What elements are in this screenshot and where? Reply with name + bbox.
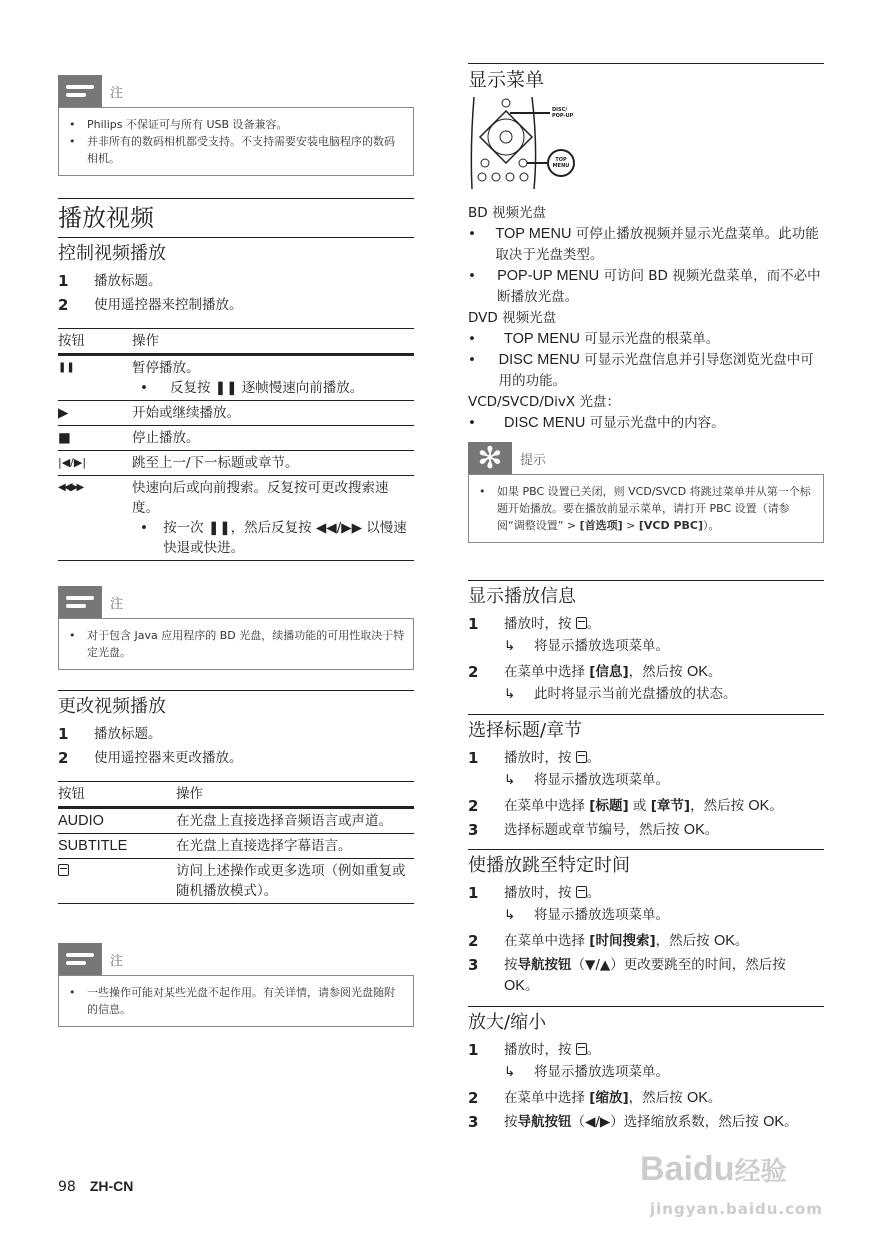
note-icon bbox=[58, 586, 102, 618]
step-text: 使用遥控器来控制播放。 bbox=[94, 297, 243, 313]
table-row bbox=[58, 859, 414, 904]
table-row bbox=[58, 451, 414, 476]
step-text: 在菜单中选择 bbox=[504, 798, 590, 814]
step-text: 。 bbox=[524, 978, 539, 994]
dvd-heading: DVD 视频光盘 bbox=[468, 310, 557, 326]
option-name: [信息] bbox=[589, 664, 629, 680]
tip-text-bold: [首选项] bbox=[579, 519, 623, 532]
step-text: 播放时，按 bbox=[504, 885, 576, 901]
op-text: 在光盘上直接选择字幕语言。 bbox=[176, 838, 352, 854]
step-text: ，然后按 bbox=[628, 1090, 687, 1106]
option-name: [章节] bbox=[650, 798, 691, 814]
btn-subtitle: SUBTITLE bbox=[58, 838, 128, 854]
step-text: 播放标题。 bbox=[94, 726, 162, 742]
ok-key: OK bbox=[686, 664, 708, 680]
step-text: ，然后按 bbox=[628, 664, 687, 680]
section-title: 显示菜单 bbox=[468, 63, 824, 93]
table-row: ❚❚ 暂停播放。 • 反复按 ❚❚ 逐帧慢速向前播放。 bbox=[58, 355, 414, 401]
ok-key: OK bbox=[763, 1114, 785, 1130]
ok-key: OK bbox=[686, 1090, 708, 1106]
asterisk-icon: ✻ bbox=[468, 442, 512, 474]
options-menu-icon bbox=[576, 1043, 587, 1055]
op-text: 暂停播放。 bbox=[132, 360, 200, 376]
step-text: ，然后按 bbox=[655, 933, 714, 949]
step-text: 按 bbox=[504, 1114, 518, 1130]
step-text: 播放时，按 bbox=[504, 750, 576, 766]
options-menu-icon bbox=[576, 751, 587, 763]
btn-audio: AUDIO bbox=[58, 813, 104, 829]
step-text: 在菜单中选择 bbox=[504, 933, 590, 949]
prev-next-icon: |◀/▶| bbox=[58, 456, 87, 469]
control-table bbox=[58, 328, 414, 561]
term: POP-UP MENU bbox=[497, 268, 600, 284]
step-text: （◀/▶）选择缩放系数，然后按 bbox=[571, 1114, 764, 1130]
nav-buttons-label: 导航按钮 bbox=[517, 1114, 572, 1130]
section-time-search: 使播放跳至特定时间 1 播放时，按 。 ↳ 将显示播放选项菜单。 2 在菜单中选择 [时间搜索]，然后按 OK。 3 按导航按钮（▼/▲）更改要跳至的时间，然后按 OK。 bbox=[468, 849, 824, 1000]
option-name: [时间搜索] bbox=[589, 933, 656, 949]
option-name: [缩放] bbox=[589, 1090, 629, 1106]
step-text: 播放时，按 bbox=[504, 616, 576, 632]
op-sub: 反复按 ❚❚ 逐帧慢速向前播放。 bbox=[170, 380, 364, 396]
step-text: 。 bbox=[769, 798, 783, 814]
op-text: 在光盘上直接选择音频语言或声道。 bbox=[176, 813, 392, 829]
op-text: 访问上述操作或更多选项（例如重复或随机播放模式）。 bbox=[176, 863, 406, 899]
ok-key: OK bbox=[713, 933, 735, 949]
note-text: 对于包含 Java 应用程序的 BD 光盘，续播功能的可用性取决于特定光盘。 bbox=[87, 629, 405, 659]
term: DISC MENU bbox=[504, 415, 586, 431]
result-text: 将显示播放选项菜单。 bbox=[534, 1064, 669, 1080]
step-text: 选择标题或章节编号，然后按 bbox=[504, 822, 684, 838]
options-menu-icon bbox=[576, 617, 587, 629]
section-title: 更改视频播放 bbox=[58, 690, 414, 720]
col-header: 操作 bbox=[176, 786, 203, 802]
options-menu-icon bbox=[58, 864, 69, 876]
tip-text-bold: [VCD PBC] bbox=[638, 519, 704, 532]
step-text: 使用遥控器来更改播放。 bbox=[94, 750, 243, 766]
option-name: [标题] bbox=[589, 798, 629, 814]
result-arrow-icon: ↳ bbox=[504, 907, 516, 923]
rewind-forward-icon: ◀◀/▶▶ bbox=[58, 482, 83, 493]
result-text: 将显示播放选项菜单。 bbox=[534, 638, 669, 654]
ok-key: OK bbox=[748, 798, 770, 814]
section-title: 使播放跳至特定时间 bbox=[468, 849, 824, 879]
result-text: 将显示播放选项菜单。 bbox=[534, 907, 669, 923]
term: DISC MENU bbox=[498, 352, 580, 368]
section-zoom: 放大/缩小 1 播放时，按 。 ↳ 将显示播放选项菜单。 2 在菜单中选择 [缩放]，然后按 OK。 3 按导航按钮（◀/▶）选择缩放系数，然后按 OK。 bbox=[468, 1006, 824, 1136]
step-text: 按 bbox=[504, 957, 518, 973]
note-label: 注 bbox=[110, 596, 124, 612]
table-row bbox=[58, 401, 414, 426]
result-arrow-icon: ↳ bbox=[504, 772, 516, 788]
section-title: 放大/缩小 bbox=[468, 1006, 824, 1036]
step-text: 。 bbox=[707, 664, 722, 680]
term: TOP MENU bbox=[504, 331, 581, 347]
tip-text: 如果 PBC 设置已关闭，则 VCD/SVCD 将跳过菜单并从第一个标题开始播放。要在播放前显示菜单，请打开 PBC 设置（请参阅“调整设置” > bbox=[497, 485, 811, 532]
step-text: 播放标题。 bbox=[94, 273, 162, 289]
options-menu-icon bbox=[576, 886, 587, 898]
note-icon bbox=[58, 943, 102, 975]
step-text: 。 bbox=[784, 1114, 798, 1130]
step-text: 。 bbox=[586, 1042, 601, 1058]
ok-key: OK bbox=[683, 822, 705, 838]
watermark-url: jingyan.baidu.com bbox=[650, 1200, 823, 1218]
op-text: 停止播放。 bbox=[132, 430, 200, 446]
result-arrow-icon: ↳ bbox=[504, 686, 516, 702]
desc: 可显示光盘信息并引导您浏览光盘中可用的功能。 bbox=[498, 352, 814, 389]
desc: 可访问 BD 视频光盘菜单，而不必中断播放光盘。 bbox=[497, 268, 821, 305]
page-number: 98 bbox=[58, 1179, 76, 1195]
note-discs: 注 • 一些操作可能对某些光盘不起作用。有关详情，请参阅光盘随附的信息。 bbox=[58, 943, 414, 1027]
remote-illustration bbox=[468, 97, 824, 189]
table-row bbox=[58, 426, 414, 451]
tip-label: 提示 bbox=[520, 452, 547, 468]
pause-icon: ❚❚ bbox=[58, 362, 75, 373]
result-text: 此时将显示当前光盘播放的状态。 bbox=[534, 686, 737, 702]
play-icon: ▶ bbox=[58, 405, 69, 421]
note-java: 注 • 对于包含 Java 应用程序的 BD 光盘，续播功能的可用性取决于特定光盘。 bbox=[58, 586, 414, 670]
table-row bbox=[58, 834, 414, 859]
language-code: ZH-CN bbox=[89, 1178, 134, 1194]
section-playback-info: 显示播放信息 1 播放时，按 。 ↳ 将显示播放选项菜单。 2 在菜单中选择 [信息]，然后按 OK。 ↳ 此时将显示当前光盘播放的状态。 bbox=[468, 580, 824, 710]
table-row: ◀◀/▶▶ 快速向后或向前搜索。反复按可更改搜索速度。 • 按一次 ❚❚，然后反复按 ◀◀/▶▶ 以慢速快退或快进。 bbox=[58, 476, 414, 561]
change-table bbox=[58, 781, 414, 904]
step-text: 在菜单中选择 bbox=[504, 1090, 590, 1106]
ok-key: OK bbox=[504, 978, 525, 994]
op-text: 快速向后或向前搜索。反复按可更改搜索速度。 bbox=[132, 480, 389, 516]
note-label: 注 bbox=[110, 85, 124, 101]
section-control-playback: 控制视频播放 1 播放标题。 2 使用遥控器来控制播放。 按钮 操作 ❚❚ 暂停播放。 • 反复按 ❚❚ 逐帧慢速向前播放。 ▶ 开始或继续播放。 ■ 停止播放。 |◀/▶| 跳至上一/下一标题或章节。 ◀◀/▶▶ 快速向后或向前搜索。反复按可更改搜索速度。 • 按一次 ❚❚，然后反复按 ◀◀/▶▶ 以慢速快退或快进。 bbox=[58, 237, 414, 561]
step-text: 。 bbox=[586, 750, 601, 766]
desc: 可显示光盘中的内容。 bbox=[585, 415, 725, 431]
chapter-title: 播放视频 bbox=[58, 198, 414, 233]
op-sub: 按一次 ❚❚，然后反复按 ◀◀/▶▶ 以慢速快退或快进。 bbox=[163, 520, 407, 556]
tip-text: ）。 bbox=[703, 519, 720, 532]
tip-text: > bbox=[622, 519, 639, 532]
result-arrow-icon: ↳ bbox=[504, 1064, 516, 1080]
step-text: 在菜单中选择 bbox=[504, 664, 590, 680]
watermark-logo: Baidu经验 bbox=[640, 1150, 787, 1188]
section-title: 控制视频播放 bbox=[58, 237, 414, 267]
step-text: 。 bbox=[734, 933, 749, 949]
op-text: 开始或继续播放。 bbox=[132, 405, 240, 421]
table-row bbox=[58, 808, 414, 834]
section-select-title: 选择标题/章节 1 播放时，按 。 ↳ 将显示播放选项菜单。 2 在菜单中选择 [标题] 或 [章节]，然后按 OK。 3 选择标题或章节编号，然后按 OK。 bbox=[468, 714, 824, 844]
tip-pbc: ✻ 提示 • 如果 PBC 设置已关闭，则 VCD/SVCD 将跳过菜单并从第一个标题开始播放。要在播放前显示菜单，请打开 PBC 设置（请参阅“调整设置” > [首选项] > [VCD PBC]）。 bbox=[468, 442, 824, 543]
step-text: ，然后按 bbox=[690, 798, 749, 814]
section-title: 显示播放信息 bbox=[468, 580, 824, 610]
step-text: 或 bbox=[628, 798, 651, 814]
col-header: 操作 bbox=[132, 333, 159, 349]
step-text: 。 bbox=[586, 885, 601, 901]
step-text: 。 bbox=[707, 1090, 722, 1106]
step-text: 。 bbox=[586, 616, 601, 632]
note-text: Philips 不保证可与所有 USB 设备兼容。 bbox=[87, 118, 288, 131]
step-text: 。 bbox=[704, 822, 719, 838]
vcd-heading: VCD/SVCD/DivX 光盘： bbox=[468, 394, 620, 410]
page-footer bbox=[58, 1178, 133, 1195]
note-label: 注 bbox=[110, 953, 124, 969]
col-header: 按钮 bbox=[58, 786, 85, 802]
bd-heading: BD 视频光盘 bbox=[468, 205, 546, 221]
col-header: 按钮 bbox=[58, 333, 85, 349]
desc: 可显示光盘的根菜单。 bbox=[580, 331, 720, 347]
section-display-menu: 显示菜单 DISC/ POP-UP TOP MENU BD 视频光盘 • TOP MENU 可停止播放视频并显示光盘菜单。此功能取决于光盘类型。 • POP-UP MENU 可访问 BD 视频光盘菜单，而不必中断播放光盘。 DVD 视频光盘 • TOP MENU 可显示光盘的根菜单。 • DISC MENU 可显示光盘信息并引导您浏览光盘中可用的功能。 VCD/SVCD/DivX 光盘： • DISC MENU 可显示光盘中的内容。 bbox=[468, 63, 824, 434]
note-icon bbox=[58, 75, 102, 107]
note-usb: 注 • Philips 不保证可与所有 USB 设备兼容。 • 并非所有的数码相机都受支持。不支持需要安装电脑程序的数码相机。 bbox=[58, 75, 414, 176]
result-arrow-icon: ↳ bbox=[504, 638, 516, 654]
nav-buttons-label: 导航按钮 bbox=[517, 957, 572, 973]
desc: 可停止播放视频并显示光盘菜单。此功能取决于光盘类型。 bbox=[495, 226, 819, 263]
step-text: （▼/▲）更改要跳至的时间，然后按 bbox=[571, 957, 786, 973]
top-menu-label: TOP MENU bbox=[552, 157, 570, 169]
step-text: 播放时，按 bbox=[504, 1042, 576, 1058]
op-text: 跳至上一/下一标题或章节。 bbox=[132, 455, 299, 471]
note-text: 一些操作可能对某些光盘不起作用。有关详情，请参阅光盘随附的信息。 bbox=[87, 986, 395, 1016]
term: TOP MENU bbox=[495, 226, 572, 242]
section-change-playback: 更改视频播放 1 播放标题。 2 使用遥控器来更改播放。 按钮 操作 AUDIO 在光盘上直接选择音频语言或声道。 SUBTITLE 在光盘上直接选择字幕语言。 访问上述操作或更多选项（例如重复或随机播放模式）。 bbox=[58, 690, 414, 904]
note-text: 并非所有的数码相机都受支持。不支持需要安装电脑程序的数码相机。 bbox=[87, 135, 395, 165]
result-text: 将显示播放选项菜单。 bbox=[534, 772, 669, 788]
disc-popup-label: DISC/ POP-UP bbox=[552, 107, 574, 119]
section-title: 选择标题/章节 bbox=[468, 714, 824, 744]
stop-icon: ■ bbox=[58, 430, 71, 446]
